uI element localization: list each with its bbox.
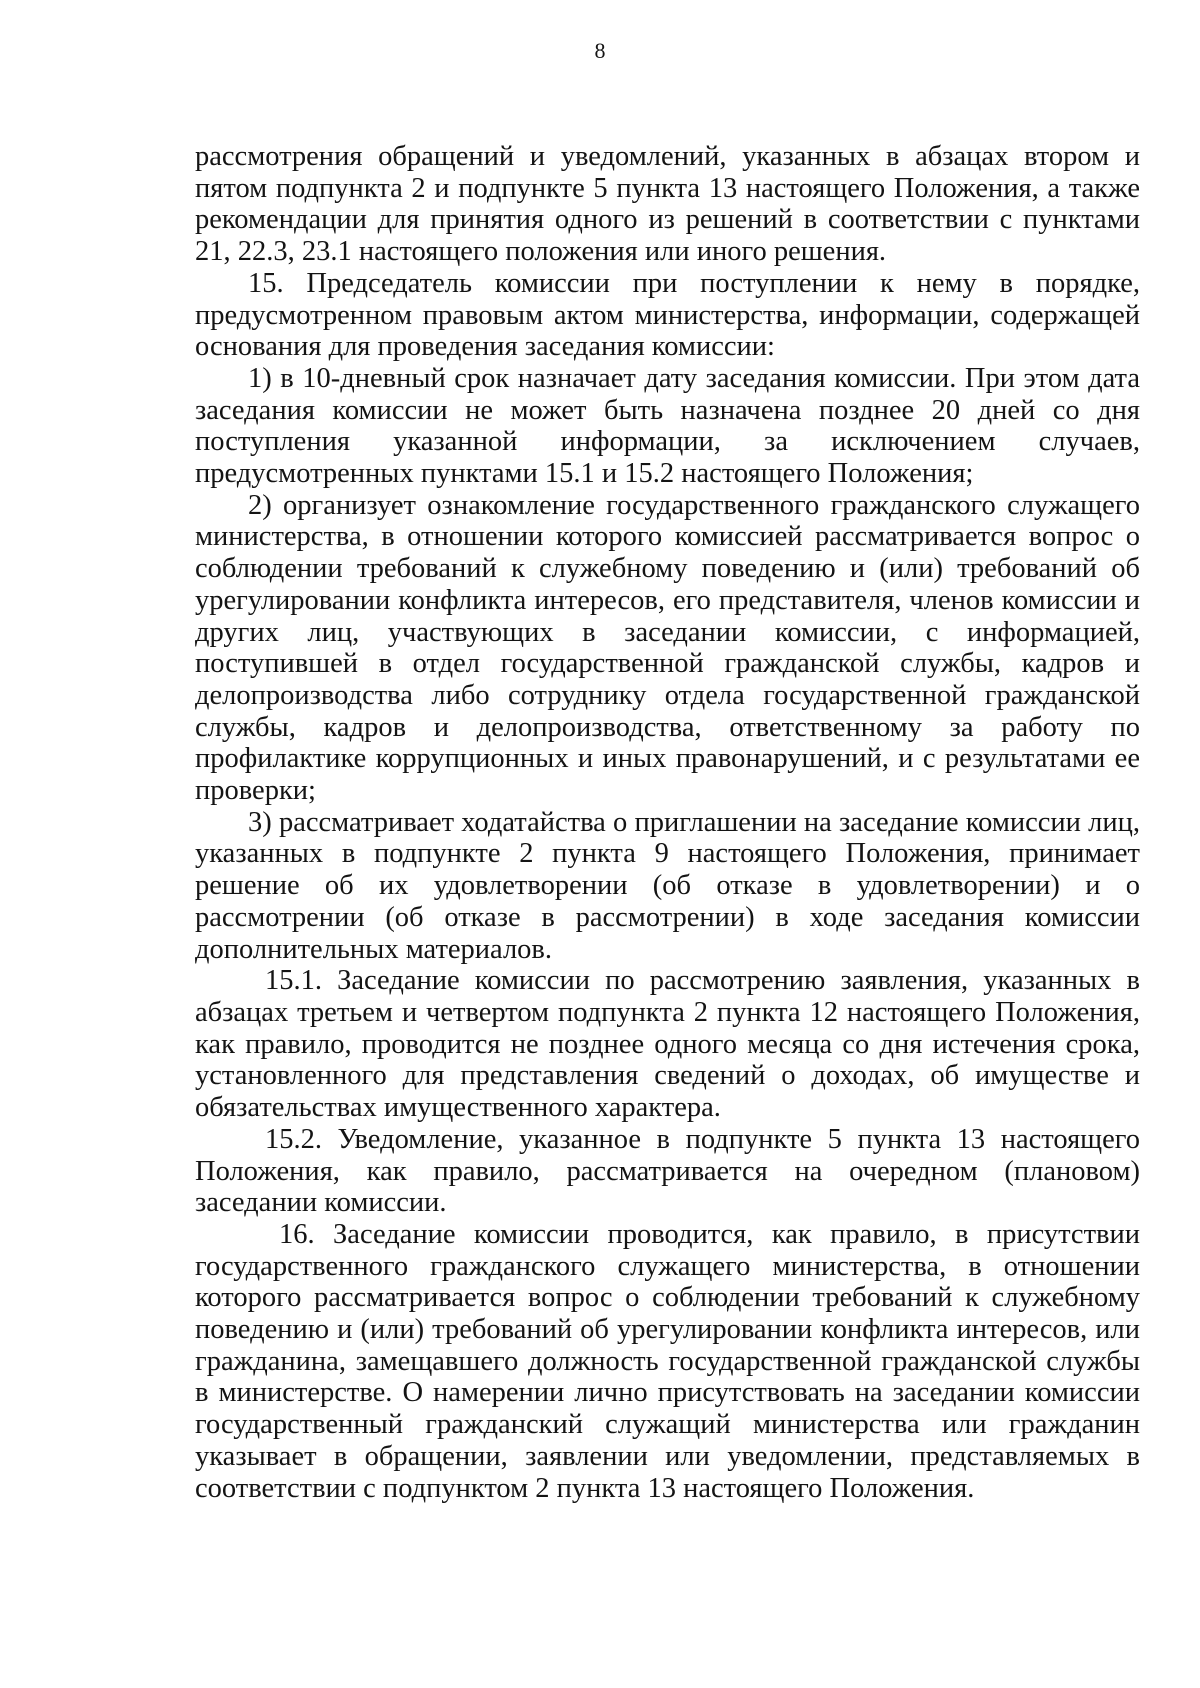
paragraph-continuation: рассмотрения обращений и уведомлений, указанных в абзацах втором и пятом подпункта 2 и подпункте 5 пункта 13 настоящего Положения, а также рекомендации для принятия одного из решений в соответствии с пунктами 21, 22.3, 23.1 настоящего положения или иного решения. [195, 141, 1140, 268]
paragraph-subitem-2: 2) организует ознакомление государственного гражданского служащего министерства, в отношении которого комиссией рассматривается вопрос о соблюдении требований к служебному поведению и (или) требований об урегулировании конфликта интересов, его представителя, членов комиссии и других лиц, участвующих в заседании комиссии, с информацией, поступившей в отдел государственной гражданской службы, кадров и делопроизводства либо сотруднику отдела государственной гражданской службы, кадров и делопроизводства, ответственному за работу по профилактике коррупционных и иных правонарушений, и с результатами ее проверки; [195, 489, 1140, 807]
paragraph-subitem-1: 1) в 10-дневный срок назначает дату заседания комиссии. При этом дата заседания комиссии не может быть назначена позднее 20 дней со дня поступления указанной информации, за исключением случаев, предусмотренных пунктами 15.1 и 15.2 настоящего Положения; [195, 362, 1140, 490]
paragraph-subitem-3: 3) рассматривает ходатайства о приглашении на заседание комиссии лиц, указанных в подпункте 2 пункта 9 настоящего Положения, принимает решение об их удовлетворении (об отказе в удовлетворении) и о рассмотрении (об отказе в рассмотрении) в ходе заседания комиссии дополнительных материалов. [195, 806, 1140, 965]
paragraph-item-15: 15. Председатель комиссии при поступлении к нему в порядке, предусмотренном правовым актом министерства, информации, содержащей основания для проведения заседания комиссии: [195, 267, 1140, 363]
paragraph-item-15-1: 15.1. Заседание комиссии по рассмотрению заявления, указанных в абзацах третьем и четвертом подпункта 2 пункта 12 настоящего Положения, как правило, проводится не позднее одного месяца со дня истечения срока, установленного для представления сведений о доходах, об имуществе и обязательствах имущественного характера. [195, 965, 1140, 1124]
paragraph-item-15-2: 15.2. Уведомление, указанное в подпункте 5 пункта 13 настоящего Положения, как правило, рассматривается на очередном (плановом) заседании комиссии. [195, 1123, 1140, 1219]
paragraph-item-16: 16. Заседание комиссии проводится, как правило, в присутствии государственного гражданского служащего министерства, в отношении которого рассматривается вопрос о соблюдении требований к служебному поведению и (или) требований об урегулировании конфликта интересов, или гражданина, замещавшего должность государственной гражданской службы в министерстве. О намерении лично присутствовать на заседании комиссии государственный гражданский служащий министерства или гражданин указывает в обращении, заявлении или уведомлении, представляемых в соответствии с подпунктом 2 пункта 13 настоящего Положения. [195, 1218, 1140, 1504]
page-number: 8 [594, 38, 606, 63]
document-body [195, 141, 1140, 1504]
